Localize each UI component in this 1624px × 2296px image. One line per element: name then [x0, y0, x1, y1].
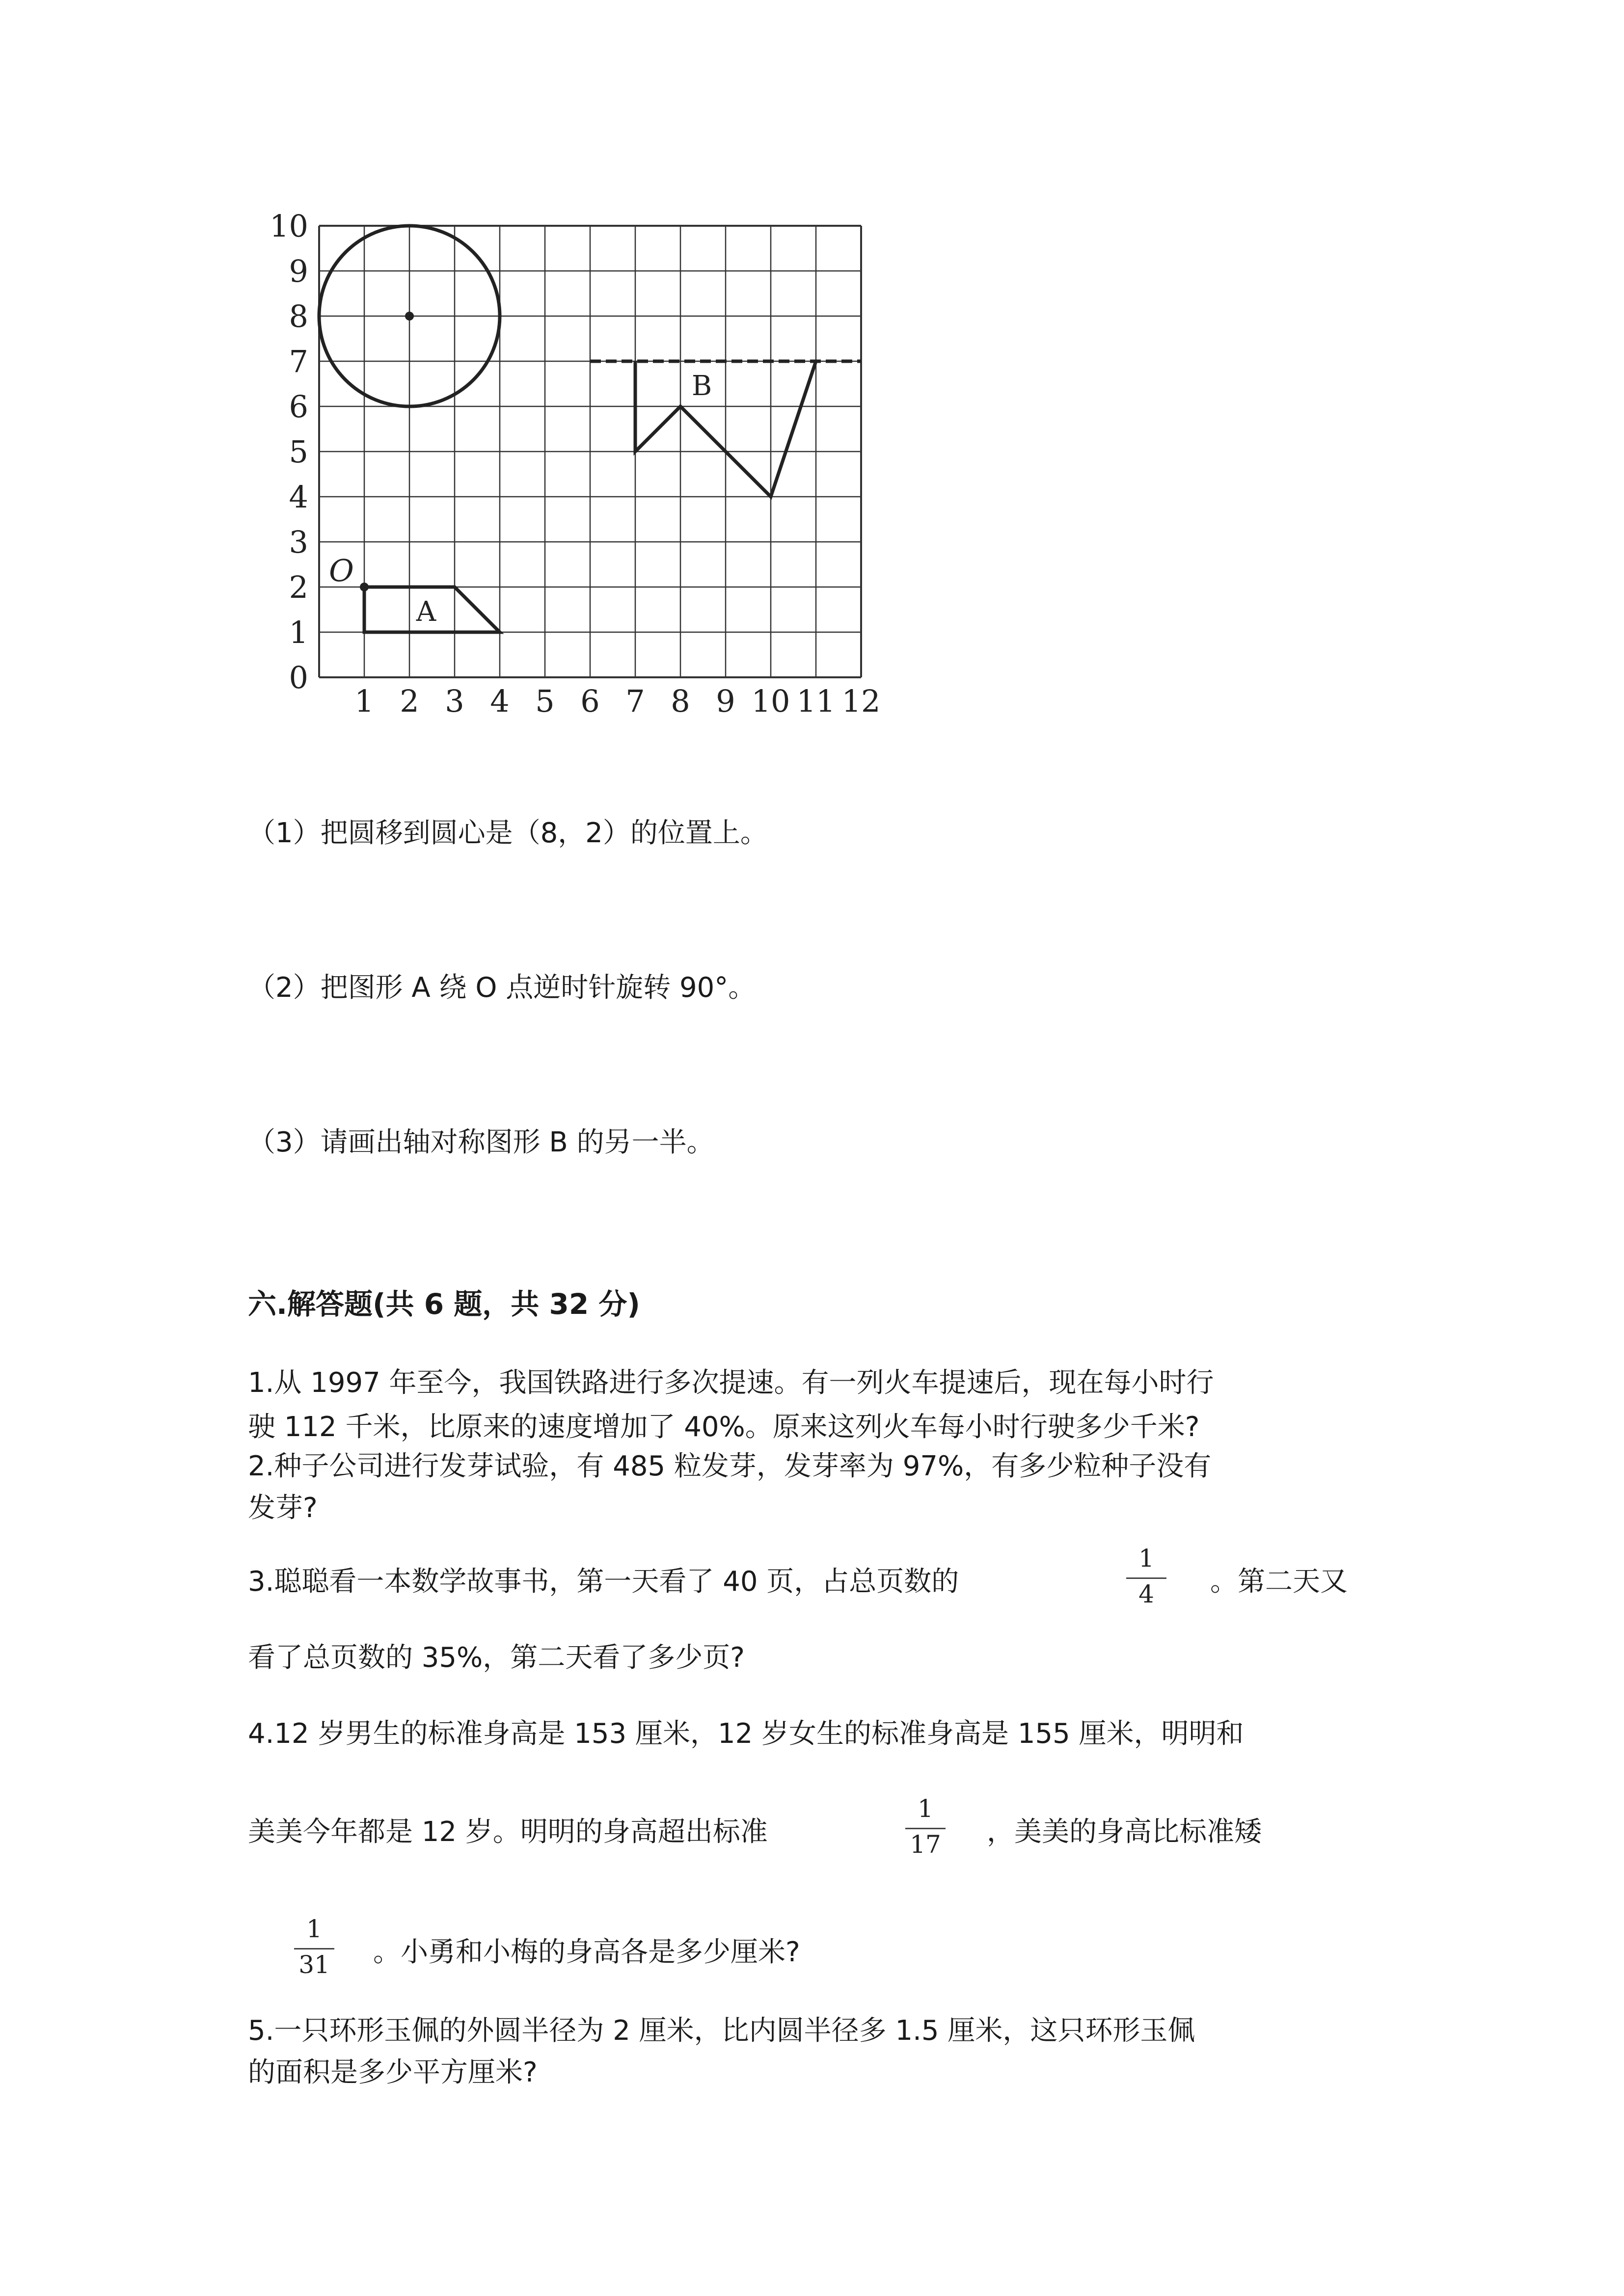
task-3: （3）请画出轴对称图形 B 的另一半。 [248, 1126, 714, 1158]
y-tick-label: 1 [289, 614, 308, 650]
y-tick-label: 2 [289, 569, 308, 605]
task-1: （1）把圆移到圆心是（8，2）的位置上。 [248, 817, 768, 849]
problem-2-line-1: 2.种子公司进行发芽试验，有 485 粒发芽，发芽率为 97%，有多少粒种子没有 [248, 1450, 1212, 1482]
x-tick-label: 5 [535, 683, 555, 719]
x-tick-label: 3 [445, 683, 464, 719]
problem-5-line-2: 的面积是多少平方厘米? [248, 2056, 538, 2088]
problem-3-fraction [1119, 1546, 1173, 1610]
fraction-denominator: 4 [1138, 1580, 1154, 1608]
problem-1-line-2: 驶 112 千米，比原来的速度增加了 40%。原来这列火车每小时行驶多少千米? [248, 1411, 1200, 1443]
problem-2-line-2: 发芽? [248, 1492, 318, 1524]
y-tick-label: 0 [289, 660, 308, 695]
y-tick-label: 5 [289, 434, 308, 470]
point-o-dot [360, 583, 369, 591]
problem-4-fraction-2 [287, 1917, 341, 1981]
fraction-bar [1126, 1577, 1166, 1579]
x-tick-label: 9 [716, 683, 735, 719]
x-axis-labels [354, 683, 880, 719]
problem-3-line-1-end: 。第二天又 [1210, 1566, 1348, 1598]
problem-4-fraction-1 [898, 1796, 952, 1861]
problem-4-line-2-start: 美美今年都是 12 岁。明明的身高超出标准 [248, 1816, 768, 1848]
problem-4-line-3: 。小勇和小梅的身高各是多少厘米? [373, 1936, 800, 1968]
point-o-label: O [329, 553, 354, 588]
fraction-bar [905, 1828, 946, 1829]
x-tick-label: 12 [841, 683, 881, 719]
circle-center-dot [405, 312, 414, 320]
shape-b-label: B [692, 370, 712, 402]
y-tick-label: 3 [289, 524, 308, 560]
x-tick-label: 11 [796, 683, 836, 719]
problem-4-line-1: 4.12 岁男生的标准身高是 153 厘米，12 岁女生的标准身高是 155 厘米，明明和 [248, 1718, 1244, 1750]
x-tick-label: 8 [671, 683, 690, 719]
problem-1-line-1: 1.从 1997 年至今，我国铁路进行多次提速。有一列火车提速后，现在每小时行 [248, 1367, 1214, 1399]
problem-3-line-1-start: 3.聪聪看一本数学故事书，第一天看了 40 页，占总页数的 [248, 1566, 959, 1598]
grid-lines [319, 226, 861, 677]
fraction-denominator: 31 [298, 1950, 330, 1979]
problem-3-line-2: 看了总页数的 35%，第二天看了多少页? [248, 1642, 745, 1674]
y-tick-label: 8 [289, 298, 308, 334]
y-tick-label: 4 [289, 479, 308, 515]
problem-4-line-2-end: ，美美的身高比标准矮 [987, 1816, 1262, 1848]
y-tick-label: 9 [289, 253, 308, 289]
section-title: 六.解答题(共 6 题，共 32 分) [248, 1287, 640, 1321]
fraction-denominator: 17 [910, 1830, 941, 1859]
shape-a-label: A [416, 596, 436, 628]
y-tick-label: 6 [289, 389, 308, 425]
x-tick-label: 10 [751, 683, 790, 719]
fraction-numerator: 1 [306, 1915, 322, 1943]
x-tick-label: 2 [400, 683, 419, 719]
fraction-bar [294, 1948, 334, 1949]
problem-5-line-1: 5.一只环形玉佩的外圆半径为 2 厘米，比内圆半径多 1.5 厘米，这只环形玉佩 [248, 2015, 1195, 2047]
x-tick-label: 4 [490, 683, 510, 719]
coordinate-grid-figure [255, 206, 903, 726]
x-tick-label: 1 [354, 683, 374, 719]
fraction-numerator: 1 [918, 1794, 933, 1823]
y-tick-label: 10 [270, 208, 308, 244]
y-tick-label: 7 [289, 344, 308, 379]
y-axis-labels [270, 208, 308, 695]
x-tick-label: 7 [625, 683, 645, 719]
fraction-numerator: 1 [1138, 1544, 1154, 1573]
x-tick-label: 6 [580, 683, 600, 719]
task-2: （2）把图形 A 绕 O 点逆时针旋转 90°。 [248, 972, 756, 1004]
